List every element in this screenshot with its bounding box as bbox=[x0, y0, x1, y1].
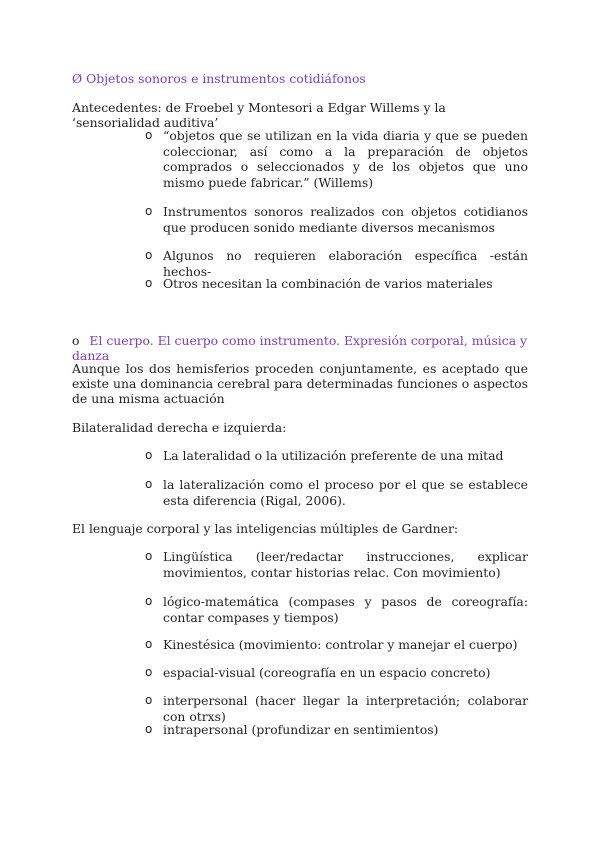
bullet-marker: o bbox=[145, 665, 153, 679]
bullet-marker: o bbox=[145, 248, 153, 262]
list-item bbox=[145, 637, 528, 653]
bilateralidad-label: Bilateralidad derecha e izquierda: bbox=[72, 420, 287, 435]
heading-marker: Ø bbox=[72, 71, 83, 86]
list-item-text: intrapersonal (profundizar en sentimientos) bbox=[163, 722, 439, 737]
hemisferios-paragraph: Aunque los dos hemisferios proceden conjuntamente, es aceptado que existe una dominancia cerebral para determinadas funciones o aspectos de una misma actuación bbox=[72, 361, 528, 406]
list-item-text: interpersonal (hacer llegar la interpretación; colaborar con otrxs) bbox=[163, 693, 528, 724]
bullet-marker: o bbox=[145, 477, 153, 491]
heading-marker: o bbox=[72, 333, 80, 348]
list-item-text: Kinestésica (movimiento: controlar y manejar el cuerpo) bbox=[163, 637, 518, 652]
list-item bbox=[145, 722, 528, 738]
bullet-marker: o bbox=[145, 204, 153, 218]
list-item-text: la lateralización como el proceso por el que se establece esta diferencia (Rigal, 2006). bbox=[163, 477, 528, 508]
bullet-marker: o bbox=[145, 594, 153, 608]
list-item-text: Instrumentos sonoros realizados con objetos cotidianos que producen sonido mediante diversos mecanismos bbox=[163, 204, 528, 235]
heading-text: El cuerpo. El cuerpo como instrumento. Expresión corporal, música y danza bbox=[72, 333, 528, 363]
list-item-text: lógico-matemática (compases y pasos de coreografía: contar compases y tiempos) bbox=[163, 594, 528, 625]
list-item bbox=[145, 248, 528, 279]
bullet-marker: o bbox=[145, 128, 153, 142]
section-heading-objetos bbox=[72, 71, 528, 86]
bullet-marker: o bbox=[145, 693, 153, 707]
list-item bbox=[145, 276, 528, 292]
section-heading-cuerpo bbox=[72, 333, 528, 363]
list-item bbox=[145, 448, 528, 464]
list-item bbox=[145, 693, 528, 724]
bullet-marker: o bbox=[145, 549, 153, 563]
list-item-text: Lingüística (leer/redactar instrucciones, explicar movimientos, contar historias relac. Con movimiento) bbox=[163, 549, 528, 580]
list-item bbox=[145, 665, 528, 681]
list-item bbox=[145, 128, 528, 190]
list-item bbox=[145, 477, 528, 508]
antecedentes-paragraph: Antecedentes: de Froebel y Montesori a Edgar Willems y la ‘sensorialidad auditiva’ bbox=[72, 100, 446, 130]
bullet-marker: o bbox=[145, 448, 153, 462]
list-item-text: La lateralidad o la utilización preferente de una mitad bbox=[163, 448, 504, 463]
bullet-marker: o bbox=[145, 722, 153, 736]
list-item bbox=[145, 204, 528, 235]
heading-text: Objetos sonoros e instrumentos cotidiáfonos bbox=[86, 71, 366, 86]
list-item bbox=[145, 549, 528, 580]
list-item-text: Algunos no requieren elaboración específica -están hechos- bbox=[163, 248, 528, 279]
bullet-marker: o bbox=[145, 637, 153, 651]
gardner-label: El lenguaje corporal y las inteligencias múltiples de Gardner: bbox=[72, 521, 459, 536]
bullet-marker: o bbox=[145, 276, 153, 290]
list-item-text: “objetos que se utilizan en la vida diaria y que se pueden coleccionar, así como a la preparación de objetos comprados o seleccionados y de los objetos que uno mismo puede fabricar.” (Willems) bbox=[163, 128, 528, 190]
list-item-text: espacial-visual (coreografía en un espacio concreto) bbox=[163, 665, 491, 680]
list-item-text: Otros necesitan la combinación de varios materiales bbox=[163, 276, 493, 291]
list-item bbox=[145, 594, 528, 625]
